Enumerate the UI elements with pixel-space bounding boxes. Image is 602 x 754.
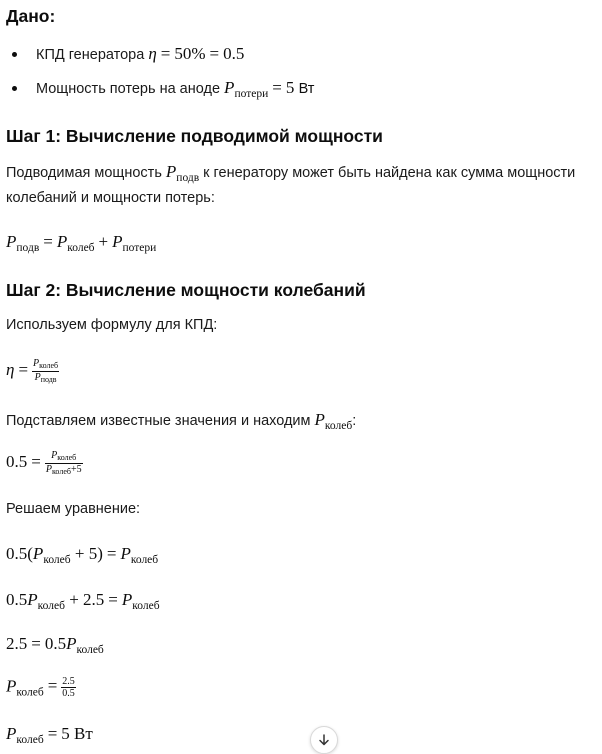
given-item-loss	[36, 78, 314, 100]
p-symbol: P	[32, 544, 44, 563]
p-subscript: потери	[234, 88, 269, 100]
step1-formula	[6, 232, 156, 254]
equals: =	[47, 676, 58, 696]
p-symbol: P	[224, 78, 235, 97]
step1-heading: Шаг 1: Вычисление подводимой мощности	[6, 126, 383, 146]
p-symbol: P	[33, 358, 40, 369]
equation-2	[6, 590, 160, 612]
given-item-text: Мощность потерь на аноде	[36, 81, 225, 97]
equals: =	[160, 44, 171, 63]
p-subscript: колеб	[37, 600, 65, 612]
p-subscript: колеб	[130, 554, 159, 566]
bullet-icon	[12, 86, 17, 91]
equals: =	[31, 452, 41, 472]
p-symbol: P	[27, 590, 38, 609]
step1-paragraph-line1	[6, 162, 575, 184]
p-subscript: потери	[122, 242, 157, 254]
equation-4	[6, 676, 76, 699]
result-unit: Вт	[74, 724, 93, 743]
equals: =	[43, 232, 53, 251]
p-subscript: колеб	[16, 686, 44, 699]
equation-1	[6, 544, 158, 566]
loss-value: 5	[285, 78, 295, 97]
p-subscript: колеб	[76, 644, 104, 656]
p-subscript: колеб	[67, 242, 95, 254]
p-symbol: P	[66, 634, 77, 653]
p-symbol: P	[120, 544, 131, 563]
term: 0.5	[6, 590, 28, 609]
equals: =	[209, 44, 220, 63]
p-symbol: P	[6, 724, 17, 743]
text: :	[352, 413, 357, 429]
scroll-down-button[interactable]	[310, 726, 338, 754]
step2-text2	[6, 410, 356, 432]
step2-heading: Шаг 2: Вычисление мощности колебаний	[6, 280, 366, 300]
number: 0.5	[6, 452, 28, 472]
p-subscript: колеб	[324, 420, 353, 432]
p-symbol: P	[121, 590, 133, 609]
p-subscript: колеб	[57, 453, 77, 462]
p-subscript: колеб	[132, 600, 160, 612]
term: 0.5	[44, 634, 67, 653]
given-item-text: КПД генератора	[36, 47, 149, 63]
step2-text3: Решаем уравнение:	[6, 501, 141, 517]
p-symbol: P	[112, 232, 123, 251]
fraction	[61, 676, 76, 699]
step2-formula2	[6, 450, 83, 477]
text: Подводимая мощность	[6, 165, 166, 181]
efficiency-value: 0.5	[223, 44, 245, 63]
equals: =	[272, 78, 282, 97]
given-heading: Дано:	[6, 6, 56, 26]
step1-paragraph-line2: колебаний и мощности потерь:	[6, 190, 215, 206]
p-subscript: колеб	[39, 361, 59, 370]
p-subscript: подв	[176, 172, 200, 184]
p-subscript: подв	[16, 242, 40, 254]
p-symbol: P	[51, 450, 58, 461]
result-value: 5	[61, 724, 70, 743]
p-symbol: P	[56, 232, 68, 251]
eta-symbol: η	[148, 44, 157, 63]
p-symbol: P	[45, 463, 52, 475]
p-subscript: подв	[40, 374, 57, 384]
equals: =	[47, 724, 58, 743]
loss-unit: Вт	[298, 81, 315, 97]
bullet-icon	[12, 52, 17, 57]
term: 0.5(	[6, 544, 33, 563]
denominator-tail: +5	[70, 463, 82, 475]
fraction	[32, 358, 59, 385]
fraction	[45, 450, 83, 477]
efficiency-percent: 50%	[174, 44, 206, 63]
text: к генератору может быть найдена как сумма мощности	[199, 165, 576, 181]
numerator: 2.5	[62, 676, 75, 687]
text: Подставляем известные значения и находим	[6, 413, 315, 429]
equation-3	[6, 634, 104, 656]
equals: =	[108, 590, 118, 609]
loss-formula	[224, 78, 315, 100]
term: + 2.5	[69, 590, 105, 609]
equals: =	[106, 544, 117, 563]
step2-text1: Используем формулу для КПД:	[6, 317, 218, 333]
p-subscript: колеб	[16, 734, 44, 746]
p-symbol: P	[314, 410, 325, 429]
p-symbol: P	[6, 676, 17, 696]
given-item-efficiency	[36, 44, 244, 64]
term: 2.5	[6, 634, 28, 653]
denominator: 0.5	[62, 688, 75, 699]
equals: =	[31, 634, 41, 653]
plus: +	[98, 232, 109, 251]
p-symbol: P	[165, 162, 177, 181]
p-subscript: колеб	[51, 466, 71, 476]
arrow-down-icon	[318, 734, 330, 746]
p-symbol: P	[34, 371, 41, 383]
term: + 5)	[74, 544, 103, 563]
eta-symbol: η	[6, 360, 15, 380]
step2-formula1	[6, 358, 59, 385]
p-symbol: P	[6, 232, 17, 251]
efficiency-formula	[148, 44, 244, 63]
equals: =	[18, 360, 29, 380]
p-subscript: колеб	[43, 554, 71, 566]
